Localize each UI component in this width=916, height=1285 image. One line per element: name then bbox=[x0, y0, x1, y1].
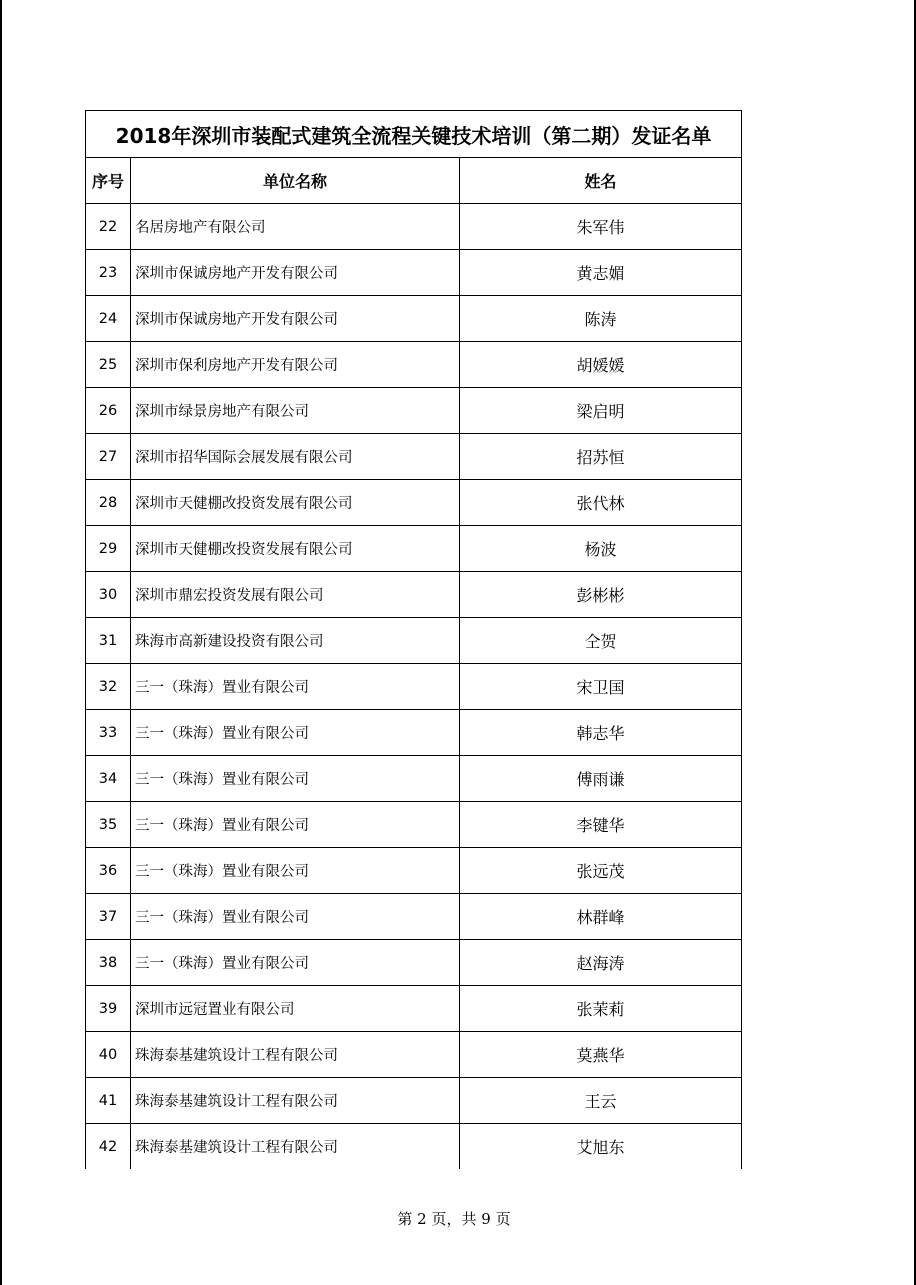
row-person-name: 梁启明 bbox=[460, 388, 742, 434]
certificate-roster-table bbox=[85, 110, 742, 1169]
row-unit-name: 深圳市保利房地产开发有限公司 bbox=[131, 342, 460, 388]
row-index: 39 bbox=[86, 986, 131, 1032]
table-row bbox=[86, 618, 742, 664]
row-person-name: 赵海涛 bbox=[460, 940, 742, 986]
row-unit-name: 珠海泰基建筑设计工程有限公司 bbox=[131, 1078, 460, 1124]
row-unit-name: 深圳市天健棚改投资发展有限公司 bbox=[131, 526, 460, 572]
table-row bbox=[86, 1124, 742, 1170]
table-row bbox=[86, 1032, 742, 1078]
row-index: 27 bbox=[86, 434, 131, 480]
table-row bbox=[86, 802, 742, 848]
table-row bbox=[86, 710, 742, 756]
row-person-name: 韩志华 bbox=[460, 710, 742, 756]
row-unit-name: 三一（珠海）置业有限公司 bbox=[131, 756, 460, 802]
table-row bbox=[86, 250, 742, 296]
row-index: 31 bbox=[86, 618, 131, 664]
column-header-index: 序号 bbox=[86, 158, 131, 204]
row-unit-name: 三一（珠海）置业有限公司 bbox=[131, 894, 460, 940]
row-index: 34 bbox=[86, 756, 131, 802]
row-index: 22 bbox=[86, 204, 131, 250]
column-header-name: 姓名 bbox=[460, 158, 742, 204]
table-row bbox=[86, 986, 742, 1032]
row-index: 28 bbox=[86, 480, 131, 526]
row-index: 32 bbox=[86, 664, 131, 710]
row-unit-name: 三一（珠海）置业有限公司 bbox=[131, 848, 460, 894]
table-row bbox=[86, 1078, 742, 1124]
row-unit-name: 深圳市绿景房地产有限公司 bbox=[131, 388, 460, 434]
page-left-border bbox=[0, 0, 2, 1285]
row-index: 33 bbox=[86, 710, 131, 756]
row-index: 36 bbox=[86, 848, 131, 894]
row-person-name: 傅雨谦 bbox=[460, 756, 742, 802]
row-person-name: 杨波 bbox=[460, 526, 742, 572]
row-index: 41 bbox=[86, 1078, 131, 1124]
row-person-name: 仝贺 bbox=[460, 618, 742, 664]
table-row bbox=[86, 204, 742, 250]
row-person-name: 胡媛媛 bbox=[460, 342, 742, 388]
row-unit-name: 深圳市保诚房地产开发有限公司 bbox=[131, 296, 460, 342]
table-row bbox=[86, 894, 742, 940]
row-unit-name: 三一（珠海）置业有限公司 bbox=[131, 710, 460, 756]
row-index: 25 bbox=[86, 342, 131, 388]
table-row bbox=[86, 756, 742, 802]
row-unit-name: 深圳市天健棚改投资发展有限公司 bbox=[131, 480, 460, 526]
row-index: 24 bbox=[86, 296, 131, 342]
row-person-name: 张代林 bbox=[460, 480, 742, 526]
row-person-name: 张远茂 bbox=[460, 848, 742, 894]
row-index: 35 bbox=[86, 802, 131, 848]
row-unit-name: 深圳市招华国际会展发展有限公司 bbox=[131, 434, 460, 480]
row-index: 38 bbox=[86, 940, 131, 986]
row-unit-name: 深圳市远冠置业有限公司 bbox=[131, 986, 460, 1032]
row-person-name: 招苏恒 bbox=[460, 434, 742, 480]
row-index: 29 bbox=[86, 526, 131, 572]
table-row bbox=[86, 664, 742, 710]
table-row bbox=[86, 572, 742, 618]
row-unit-name: 三一（珠海）置业有限公司 bbox=[131, 940, 460, 986]
row-unit-name: 珠海泰基建筑设计工程有限公司 bbox=[131, 1032, 460, 1078]
row-index: 42 bbox=[86, 1124, 131, 1170]
column-header-unit: 单位名称 bbox=[131, 158, 460, 204]
row-unit-name: 名居房地产有限公司 bbox=[131, 204, 460, 250]
row-index: 26 bbox=[86, 388, 131, 434]
row-unit-name: 珠海市高新建设投资有限公司 bbox=[131, 618, 460, 664]
row-person-name: 彭彬彬 bbox=[460, 572, 742, 618]
table-row bbox=[86, 848, 742, 894]
row-person-name: 艾旭东 bbox=[460, 1124, 742, 1170]
table-row bbox=[86, 342, 742, 388]
row-person-name: 李键华 bbox=[460, 802, 742, 848]
row-person-name: 莫燕华 bbox=[460, 1032, 742, 1078]
row-person-name: 陈涛 bbox=[460, 296, 742, 342]
row-person-name: 宋卫国 bbox=[460, 664, 742, 710]
table-row bbox=[86, 388, 742, 434]
row-person-name: 朱军伟 bbox=[460, 204, 742, 250]
row-person-name: 黄志媚 bbox=[460, 250, 742, 296]
row-unit-name: 三一（珠海）置业有限公司 bbox=[131, 802, 460, 848]
row-unit-name: 珠海泰基建筑设计工程有限公司 bbox=[131, 1124, 460, 1170]
row-person-name: 张茉莉 bbox=[460, 986, 742, 1032]
row-unit-name: 深圳市鼎宏投资发展有限公司 bbox=[131, 572, 460, 618]
row-index: 23 bbox=[86, 250, 131, 296]
table-row bbox=[86, 480, 742, 526]
row-unit-name: 深圳市保诚房地产开发有限公司 bbox=[131, 250, 460, 296]
row-index: 40 bbox=[86, 1032, 131, 1078]
table-row bbox=[86, 940, 742, 986]
row-person-name: 王云 bbox=[460, 1078, 742, 1124]
table-row bbox=[86, 434, 742, 480]
page-number-footer: 第 2 页，共 9 页 bbox=[397, 1210, 511, 1228]
table-row bbox=[86, 296, 742, 342]
row-person-name: 林群峰 bbox=[460, 894, 742, 940]
row-unit-name: 三一（珠海）置业有限公司 bbox=[131, 664, 460, 710]
row-index: 30 bbox=[86, 572, 131, 618]
table-row bbox=[86, 526, 742, 572]
table-header-row bbox=[86, 158, 742, 204]
row-index: 37 bbox=[86, 894, 131, 940]
table-title: 2018年深圳市装配式建筑全流程关键技术培训（第二期）发证名单 bbox=[86, 111, 742, 158]
